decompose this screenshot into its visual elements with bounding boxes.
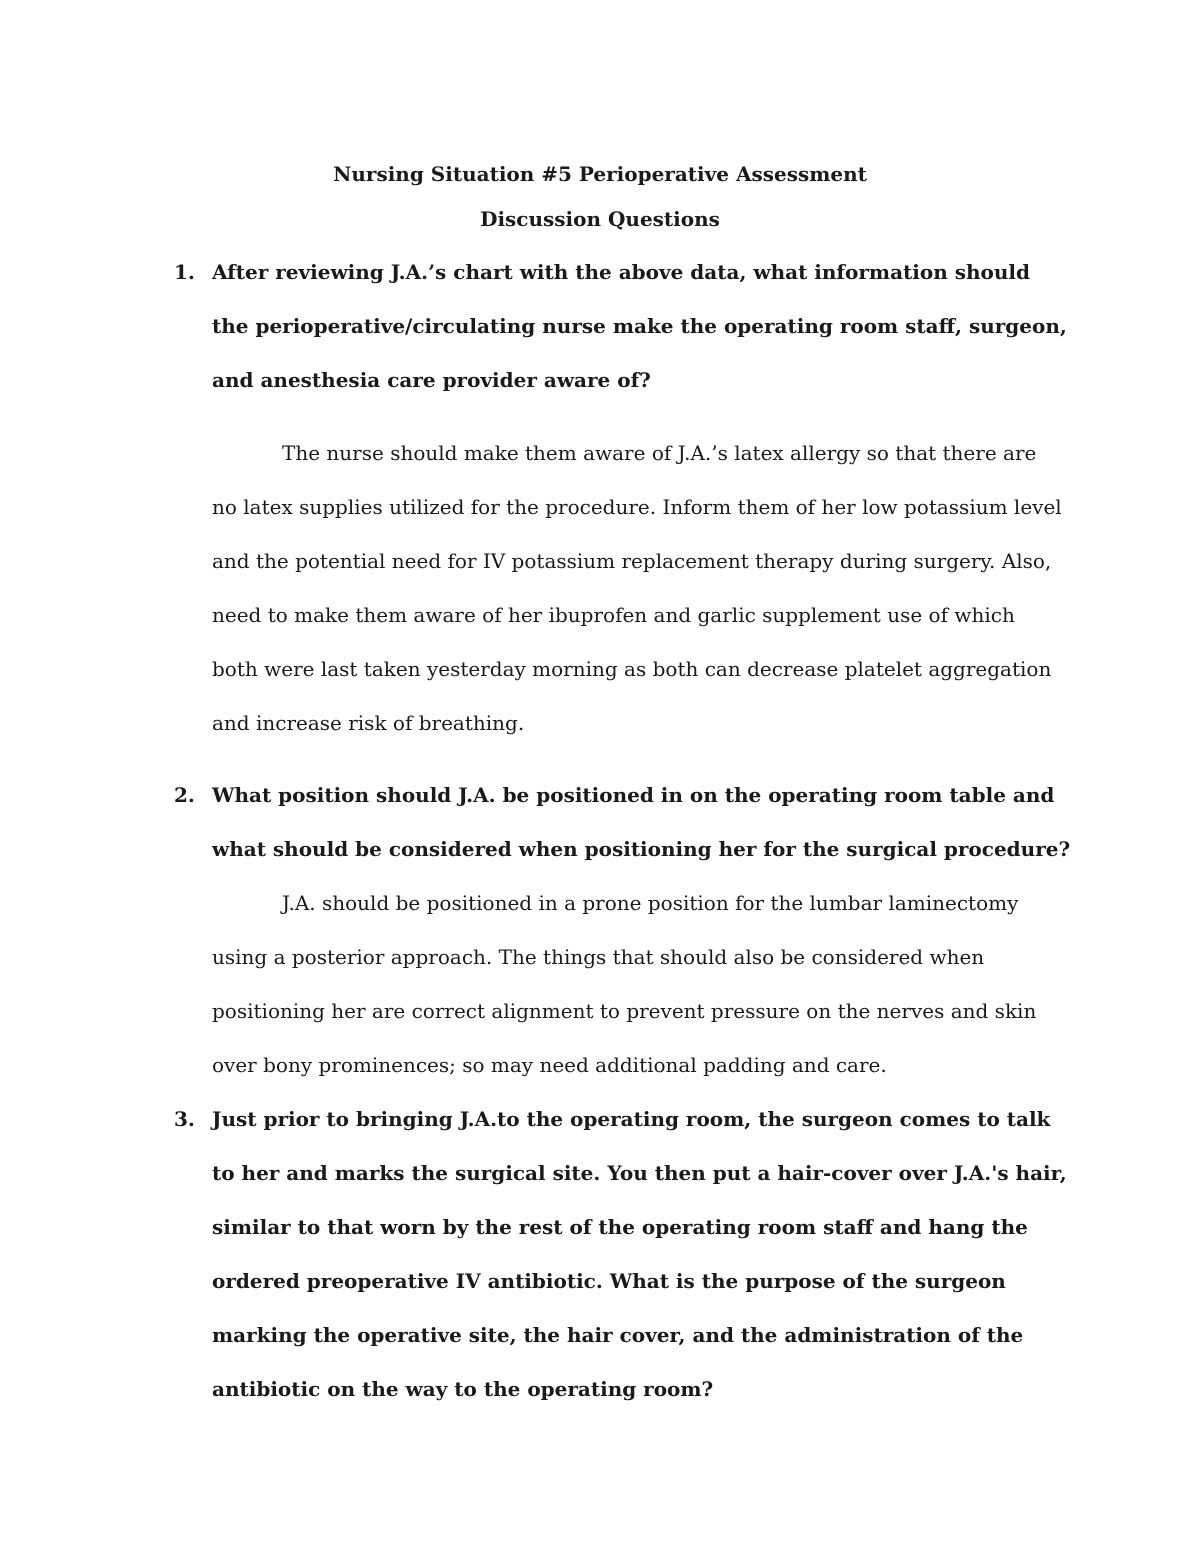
question-3 — [174, 1092, 1072, 1416]
answer-2: J.A. should be positioned in a prone position for the lumbar laminectomy using a posterior approach. The things that should also be considered when positioning her are correct alignment to prevent pressure on the nerves and skin over bony prominences; so may need additional padding and care. — [212, 891, 1037, 1077]
question-2-number: 2. — [174, 783, 195, 807]
question-2 — [174, 768, 1072, 876]
document-subtitle: Discussion Questions — [480, 207, 720, 231]
question-3-number: 3. — [174, 1107, 195, 1131]
question-1 — [174, 245, 1072, 407]
question-1-number: 1. — [174, 260, 195, 284]
question-2-text: What position should J.A. be positioned in on the operating room table and what should be considered when positioning her for the surgical procedure? — [212, 783, 1071, 861]
question-3-text: Just prior to bringing J.A.to the operating room, the surgeon comes to talk to her and marks the surgical site. You then put a hair-cover over J.A.'s hair, similar to that worn by the rest of the operating room staff and hang the ordered preoperative IV antibiotic. What is the purpose of the surgeon marking the operative site, the hair cover, and the administration of the antibiotic on the way to the operating room? — [212, 1107, 1067, 1401]
answer-1: The nurse should make them aware of J.A.’s latex allergy so that there are no latex supplies utilized for the procedure. Inform them of her low potassium level and the potential need for IV potassium replacement therapy during surgery. Also, need to make them aware of her ibuprofen and garlic supplement use of which both were last taken yesterday morning as both can decrease platelet aggregation and increase risk of breathing. — [212, 441, 1062, 735]
question-1-text: After reviewing J.A.’s chart with the above data, what information should the perioperative/circulating nurse make the operating room staff, surgeon, and anesthesia care provider aware of? — [212, 260, 1067, 392]
document-title: Nursing Situation #5 Perioperative Assessment — [333, 162, 867, 186]
